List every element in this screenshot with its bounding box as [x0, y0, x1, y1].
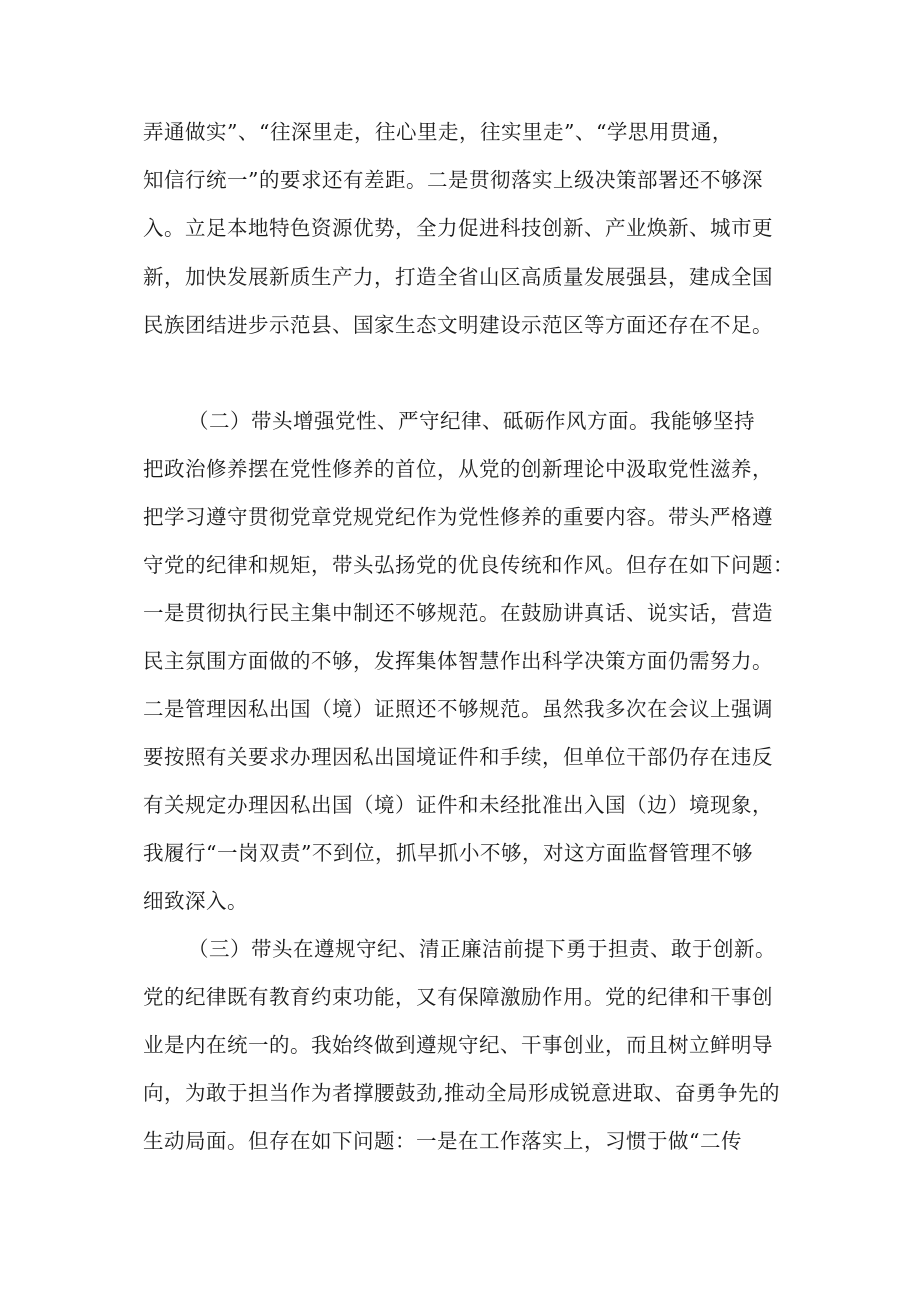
text-line: 党的纪律既有教育约束功能，又有保障激励作用。党的纪律和干事创: [143, 985, 773, 1009]
text-line: 入。立足本地特色资源优势，全力促进科技创新、产业焕新、城市更: [143, 216, 773, 240]
text-line: （三）带头在遵规守纪、清正廉洁前提下勇于担责、敢于创新。: [188, 937, 776, 961]
text-line: 民主氛围方面做的不够，发挥集体智慧作出科学决策方面仍需努力。: [143, 649, 773, 673]
text-line: 一是贯彻执行民主集中制还不够规范。在鼓励讲真话、说实话，营造: [143, 601, 773, 625]
text-line: 向，为敢于担当作为者撑腰鼓劲,推动全局形成锐意进取、奋勇争先的: [143, 1081, 781, 1105]
text-line: 有关规定办理因私出国（境）证件和未经批准出入国（边）境现象，: [143, 793, 773, 817]
text-line: 要按照有关要求办理因私出国境证件和手续，但单位干部仍存在违反: [143, 745, 773, 769]
text-line: 业是内在统一的。我始终做到遵规守纪、干事创业，而且树立鲜明导: [143, 1033, 773, 1057]
text-line: 把政治修养摆在党性修养的首位，从党的创新理论中汲取党性滋养，: [143, 457, 773, 481]
text-line: 民族团结进步示范县、国家生态文明建设示范区等方面还存在不足。: [143, 313, 773, 337]
text-line: 知信行统一”的要求还有差距。二是贯彻落实上级决策部署还不够深: [143, 168, 763, 192]
text-line: （二）带头增强党性、严守纪律、砥砺作风方面。我能够坚持: [188, 409, 755, 433]
text-line: 细致深入。: [143, 889, 248, 913]
text-line: 弄通做实”、“往深里走，往心里走，往实里走”、“学思用贯通，: [143, 120, 733, 144]
text-line: 二是管理因私出国（境）证照还不够规范。虽然我多次在会议上强调: [143, 697, 773, 721]
text-line: 守党的纪律和规矩，带头弘扬党的优良传统和作风。但存在如下问题：: [143, 553, 794, 577]
text-line: 新，加快发展新质生产力，打造全省山区高质量发展强县，建成全国: [143, 265, 773, 289]
text-line: 我履行“一岗双责”不到位，抓早抓小不够，对这方面监督管理不够: [143, 841, 753, 865]
text-line: 生动局面。但存在如下问题：一是在工作落实上，习惯于做“二传: [143, 1129, 742, 1153]
text-line: 把学习遵守贯彻党章党规党纪作为党性修养的重要内容。带头严格遵: [143, 505, 773, 529]
